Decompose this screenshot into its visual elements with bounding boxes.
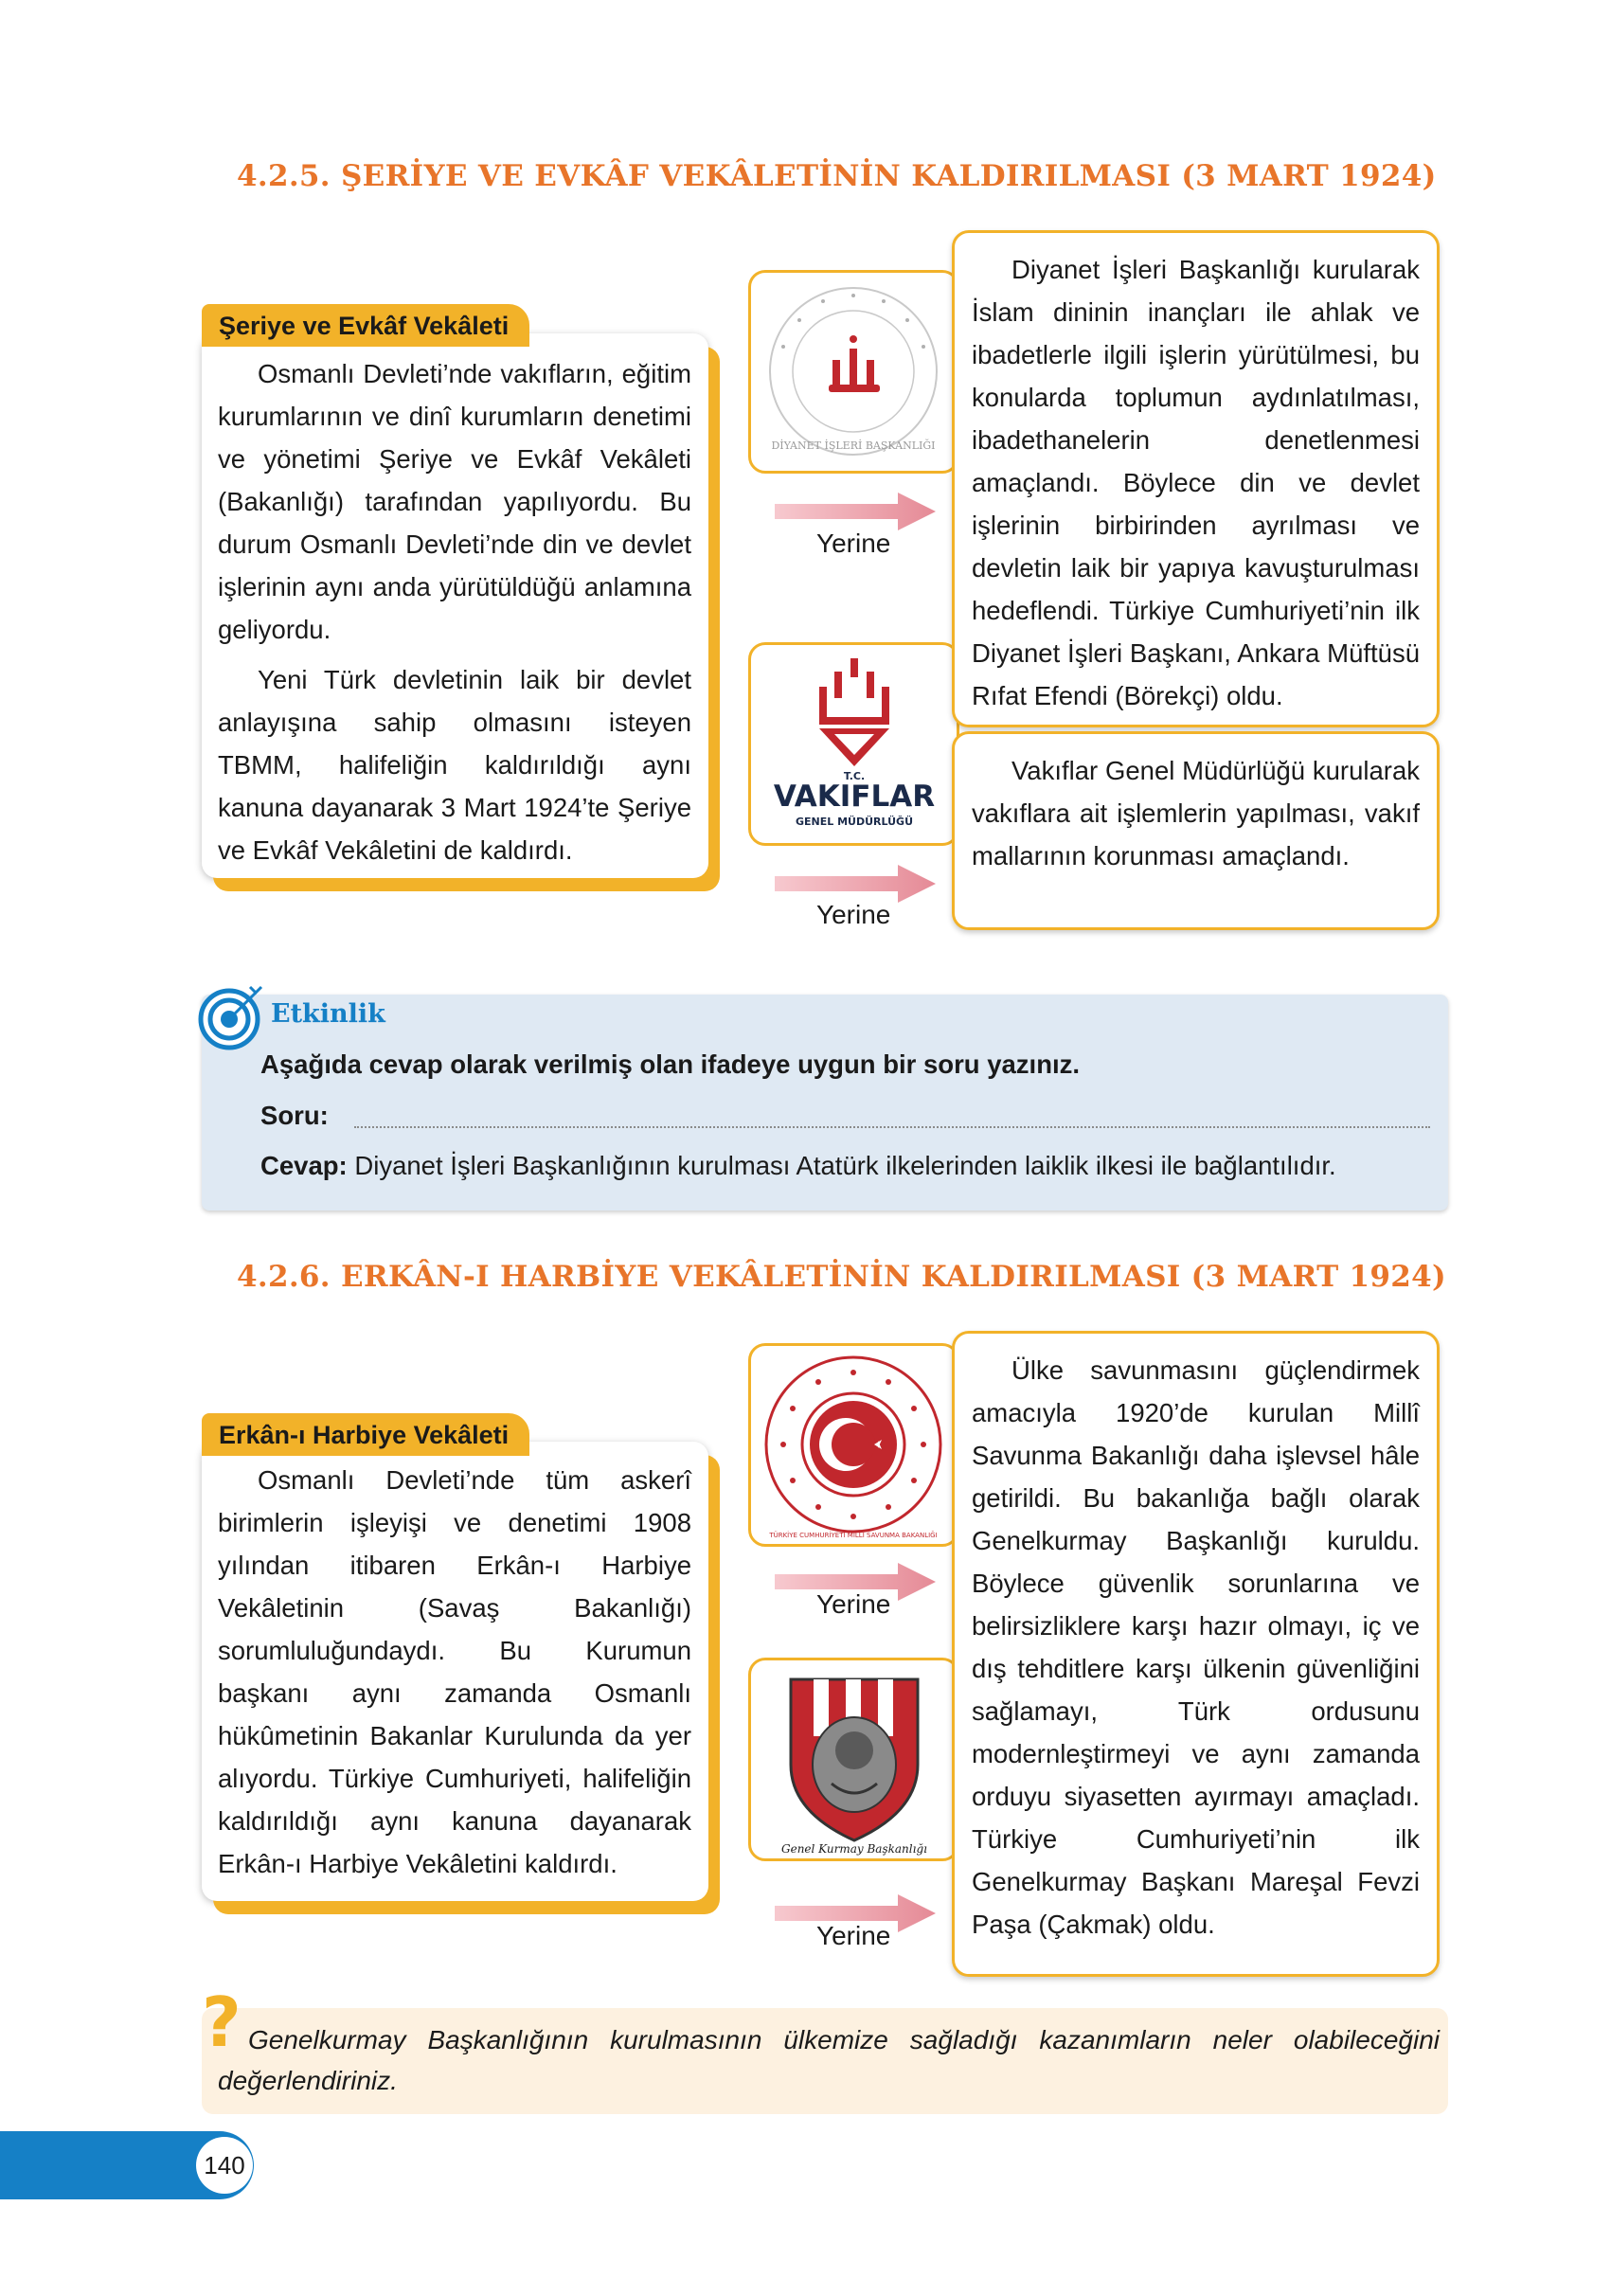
page-number: 140 [196, 2137, 253, 2194]
activity-answer-label: Cevap: [260, 1151, 348, 1180]
target-icon [197, 978, 271, 1051]
activity-instruction: Aşağıda cevap olarak verilmiş olan ifadeye uygun bir soru yazınız. [260, 1049, 1081, 1079]
erkan-card-text [218, 1459, 691, 1885]
diyanet-info-text: Diyanet İşleri Başkanlığı kurularak İslam dininin inançları ile ahlak ve ibadetlerle ilgili işlerin yürütülmesi, bu konularda toplumun aydınlatılması, ibadethanelerin denetlenmesi amaçlandı. Böylece din ve devlet işlerinin birbirinden ayrılması ve devletin laik bir yapıya kavuşturulması hedeflendi. Türkiye Cumhuriyeti’nin ilk Diyanet İşleri Başkanı, Ankara Müftüsü Rıfat Efendi (Börekçi) oldu. [972, 255, 1420, 710]
arrow-right-icon [775, 493, 936, 530]
diyanet-logo-text: DİYANET İŞLERİ BAŞKANLIĞI [771, 439, 936, 452]
question-text [218, 2019, 1440, 2101]
vakiflar-logo-tc: T.C. [843, 770, 866, 782]
question-text-content: Genelkurmay Başkanlığının kurulmasının ülkemize sağladığı kazanımların neler olabileceğini değerlendiriniz. [218, 2025, 1440, 2095]
genelkurmay-logo-caption: Genel Kurmay Başkanlığı [781, 1842, 927, 1856]
section-title-seriye: 4.2.5. ŞERİYE VE EVKÂF VEKÂLETİNİN KALDIRILMASI (3 MART 1924) [237, 159, 1437, 193]
erkan-card-label: Erkân-ı Harbiye Vekâleti [202, 1413, 529, 1456]
section-title-erkan: 4.2.6. ERKÂN-I HARBİYE VEKÂLETİNİN KALDIRILMASI (3 MART 1924) [237, 1260, 1446, 1294]
msb-logo-box [748, 1343, 959, 1547]
seriye-card-label: Şeriye ve Evkâf Vekâleti [202, 304, 529, 347]
diyanet-logo [751, 273, 957, 471]
vakiflar-logo [751, 645, 957, 843]
genelkurmay-info-text: Ülke savunmasını güçlendirmek amacıyla 1920’de kurulan Millî Savunma Bakanlığı daha işlevsel hâle getirildi. Bu bakanlığa bağlı olarak Genelkurmay Başkanlığı kuruldu. Böylece güvenlik sorunlarına ve belirsizliklere karşı hazır olmayı, iç ve dış tehditlere karşı ülkenin güvenliğini sağlamayı, Türk ordusunu modernleştirmeyi ve aynı zamanda orduyu siyasetten ayırmayı amaçladı. Türkiye Cumhuriyeti’nin ilk Genelkurmay Başkanı Mareşal Fevzi Paşa (Çakmak) oldu. [972, 1355, 1420, 1939]
yerine-label-4: Yerine [816, 1921, 891, 1950]
answer-line[interactable] [354, 1126, 1430, 1128]
question-mark-icon: ? [202, 1982, 242, 2062]
msb-logo-text: TÜRKİYE CUMHURİYETİ MİLLÎ SAVUNMA BAKANLIĞI [769, 1532, 938, 1539]
yerine-label-2: Yerine [816, 900, 891, 929]
vakiflar-logo-main: VAKIFLAR [773, 780, 936, 814]
activity-title: Etkinlik [271, 999, 385, 1029]
diyanet-logo-box [748, 270, 959, 474]
msb-logo [751, 1346, 957, 1544]
seriye-paragraph-2: Yeni Türk devletinin laik bir devlet anlayışına sahip olmasını isteyen TBMM, halifeliğin kaldırıldığı aynı kanuna dayanarak 3 Mart 1924’te Şeriye ve Evkâf Vekâletini de kaldırdı. [218, 665, 691, 865]
vakiflar-info-text: Vakıflar Genel Müdürlüğü kurularak vakıflara ait işlemlerin yapılması, vakıf mallarının korunması amaçlandı. [972, 756, 1420, 870]
genelkurmay-logo [751, 1660, 957, 1858]
activity-question-label: Soru: [260, 1101, 329, 1130]
erkan-paragraph: Osmanlı Devleti’nde tüm askerî birimlerin işleyişi ve denetimi 1908 yılından itibaren Erkân-ı Harbiye Vekâletinin (Savaş Bakanlığı) sorumluluğundaydı. Bu Kurumun başkanı aynı zamanda Osmanlı hükûmetinin Bakanlar Kurulunda da yer alıyordu. Türkiye Cumhuriyeti, halifeliğin kaldırıldığı aynı kanuna dayanarak Erkân-ı Harbiye Vekâletini kaldırdı. [218, 1465, 691, 1878]
yerine-label-3: Yerine [816, 1589, 891, 1619]
erkan-card [202, 1442, 708, 1901]
activity-answer [260, 1151, 1336, 1181]
vakiflar-info-box [952, 731, 1440, 930]
seriye-paragraph-1: Osmanlı Devleti’nde vakıfların, eğitim kurumlarının ve dinî kurumların denetimi ve yönetimi Şeriye ve Evkâf Vekâleti (Bakanlığı) tarafından yapılıyordu. Bu durum Osmanlı Devleti’nde din ve devlet işlerinin aynı anda yürütüldüğü anlamına geliyordu. [218, 359, 691, 644]
activity-answer-text: Diyanet İşleri Başkanlığının kurulması Atatürk ilkelerinden laiklik ilkesi ile bağlantılıdır. [354, 1151, 1336, 1180]
genelkurmay-logo-box [748, 1658, 959, 1861]
diyanet-info-box [952, 230, 1440, 727]
seriye-card [202, 333, 708, 878]
seriye-card-text [218, 352, 691, 871]
genelkurmay-info-box [952, 1331, 1440, 1977]
vakiflar-logo-box [748, 642, 959, 846]
arrow-right-icon [775, 865, 936, 903]
yerine-label-1: Yerine [816, 529, 891, 558]
vakiflar-logo-sub: GENEL MÜDÜRLÜĞÜ [795, 816, 914, 828]
